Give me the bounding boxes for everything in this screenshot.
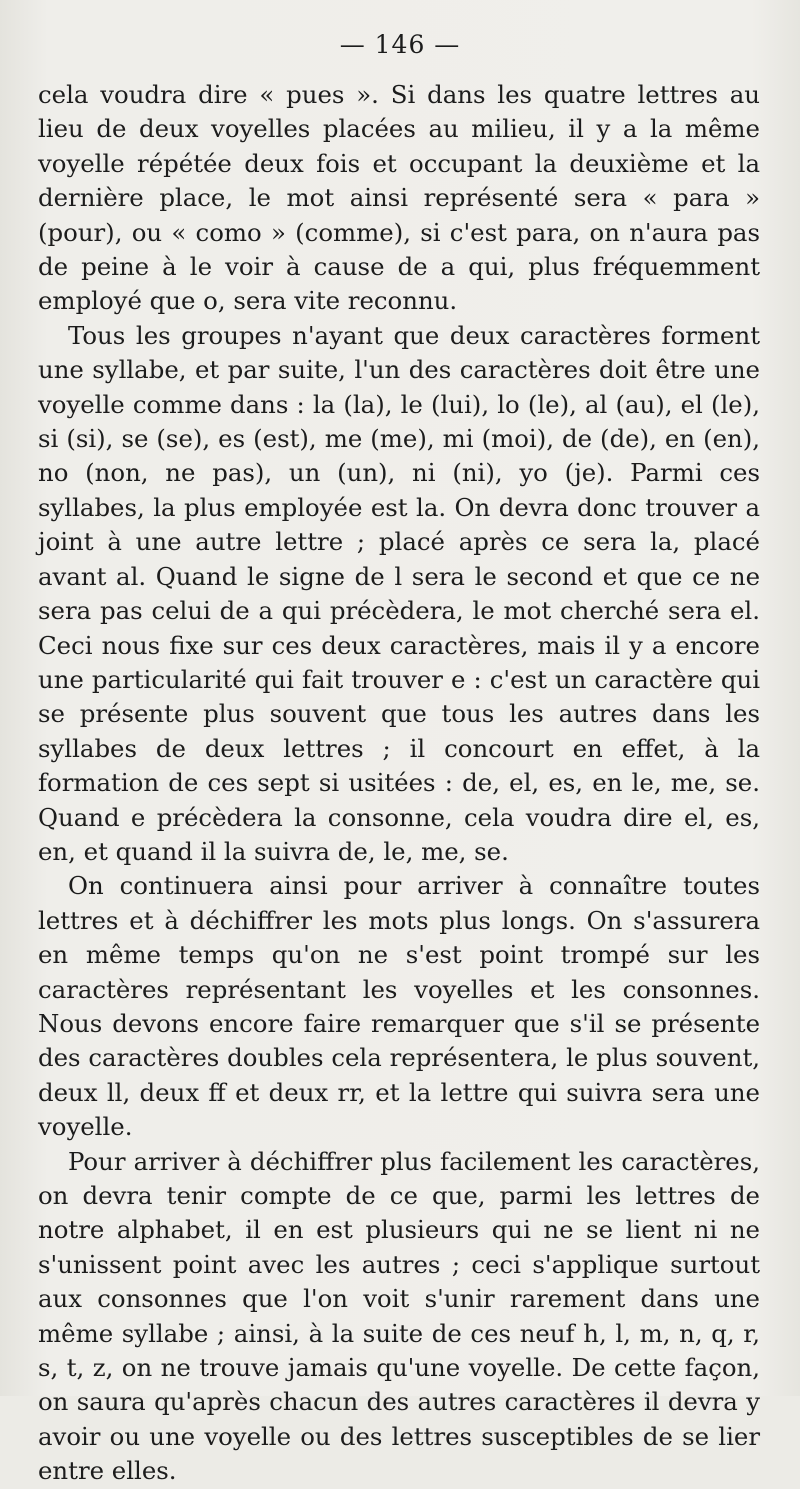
- paragraph-2: Tous les groupes n'ayant que deux caractères forment une syllabe, et par suite, l'un des caractères doit être une voyelle comme dans : la (la), le (lui), lo (le), al (au), el (le), si (si), se (se), es (est), me (me), mi (moi), de (de), en (en), no (non, ne pas), un (un), ni (ni), yo (je). Parmi ces syllabes, la plus employée est la. On devra donc trouver a joint à une autre lettre ; placé après ce sera la, placé avant al. Quand le signe de l sera le second et que ce ne sera pas celui de a qui précèdera, le mot cherché sera el. Ceci nous fixe sur ces deux caractères, mais il y a encore une particularité qui fait trouver e : c'est un caractère qui se présente plus souvent que tous les autres dans les syllabes de deux lettres ; il concourt en effet, à la formation de ces sept si usitées : de, el, es, en le, me, se. Quand e précèdera la consonne, cela voudra dire el, es, en, et quand il la suivra de, le, me, se.: [38, 320, 760, 866]
- paragraph-3: On continuera ainsi pour arriver à connaître toutes lettres et à déchiffrer les mots plus longs. On s'assurera en même temps qu'on ne s'est point trompé sur les caractères représentant les voyelles et les consonnes. Nous devons encore faire remarquer que s'il se présente des caractères doubles cela représentera, le plus souvent, deux ll, deux ff et deux rr, et la lettre qui suivra sera une voyelle.: [38, 871, 760, 1142]
- page-number: — 146 —: [339, 30, 461, 59]
- paragraph-1: cela voudra dire « pues ». Si dans les quatre lettres au lieu de deux voyelles placées au milieu, il y a la même voyelle répétée deux fois et occupant la deuxième et la dernière place, le mot ainsi représenté sera « para » (pour), ou « como » (comme), si c'est para, on n'aura pas de peine à le voir à cause de a qui, plus fréquemment employé que o, sera vite reconnu.: [38, 80, 760, 316]
- body-text: [38, 78, 760, 1489]
- paragraph-4: Pour arriver à déchiffrer plus facilement les caractères, on devra tenir compte de ce que, parmi les lettres de notre alphabet, il en est plusieurs qui ne se lient ni ne s'unissent point avec les autres ; ceci s'applique surtout aux consonnes que l'on voit s'unir rarement dans une même syllabe ; ainsi, à la suite de ces neuf h, l, m, n, q, r, s, t, z, on ne trouve jamais qu'une voyelle. De cette façon, on saura qu'après chacun des autres caractères il devra y avoir ou une voyelle ou des lettres susceptibles de se lier entre elles.: [38, 1146, 760, 1486]
